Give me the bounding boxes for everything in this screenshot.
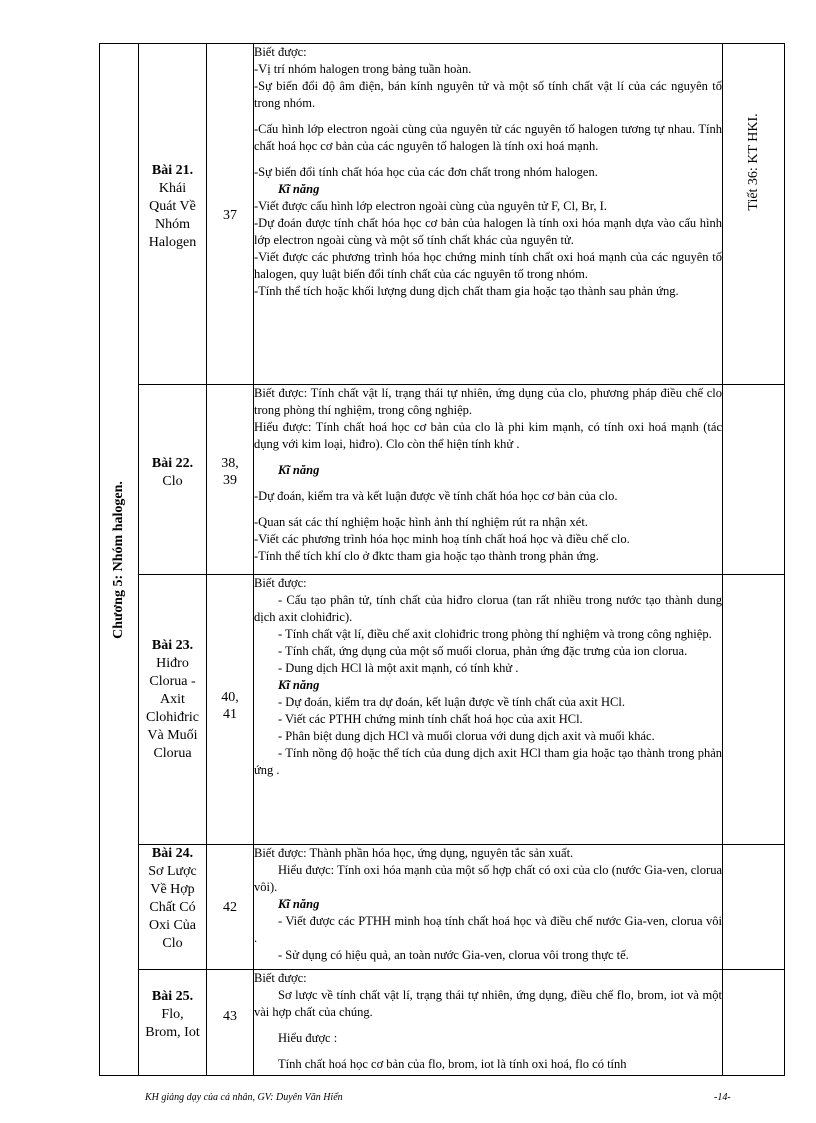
periods-cell (207, 575, 254, 845)
lesson-title-line: Nhóm (155, 217, 190, 232)
content-line: -Quan sát các thí nghiệm hoặc hình ảnh thí nghiệm rút ra nhận xét. (254, 515, 588, 529)
skills-heading: Kĩ năng (278, 182, 320, 196)
content-line: Biết được: (254, 971, 307, 985)
period-number: 39 (223, 473, 237, 488)
content-cell (254, 44, 723, 385)
lesson-cell (139, 970, 207, 1076)
period-number: 43 (223, 1009, 237, 1024)
content-line: Biết được: (254, 576, 307, 590)
note-cell-empty (723, 970, 785, 1076)
period-number: 37 (223, 208, 237, 223)
content-line: - Cấu tạo phân tử, tính chất của hiđro clorua (tan rất nhiều trong nước tạo thành dung dịch axit clohiđric). (254, 593, 722, 624)
content-line: Biết được: Thành phần hóa học, ứng dụng, nguyên tắc sản xuất. (254, 846, 574, 860)
content-line: -Tính thể tích hoặc khối lượng dung dịch chất tham gia hoặc tạo thành sau phản ứng. (254, 284, 679, 298)
content-line: -Viết được các phương trình hóa học chứng minh tính chất oxi hoá mạnh của các nguyên tố halogen, quy luật biến đổi tính chất của các nguyên tố trong nhóm. (254, 250, 722, 281)
table-row (100, 44, 785, 385)
content-line: - Viết các PTHH chứng minh tính chất hoá học của axit HCl. (278, 712, 583, 726)
lesson-title-line: Sơ Lược (148, 864, 197, 879)
lesson-cell (139, 385, 207, 575)
lesson-title-line: Chất Có (149, 900, 196, 915)
periods-cell (207, 970, 254, 1076)
lesson-number: Bài 21. (151, 163, 194, 178)
periods-cell (207, 385, 254, 575)
content-line: - Tính chất vật lí, điều chế axit clohiđric trong phòng thí nghiệm và trong công nghiệp. (278, 627, 712, 641)
lesson-title-line: Clohiđric (146, 710, 199, 725)
table-row (100, 970, 785, 1076)
note-cell-empty (723, 385, 785, 575)
lesson-title-line: Quát Về (149, 199, 196, 214)
lesson-number: Bài 23. (151, 638, 194, 653)
content-line: Biết được: Tính chất vật lí, trạng thái tự nhiên, ứng dụng của clo, phương pháp điều chế clo trong phòng thí nghiệm, trong công nghiệp. (254, 386, 722, 417)
content-line: -Viết được cấu hình lớp electron ngoài cùng của nguyên tử F, Cl, Br, I. (254, 199, 607, 213)
table-row (100, 575, 785, 845)
content-line: - Tính nồng độ hoặc thể tích của dung dịch axit HCl tham gia hoặc tạo thành trong phản ứng . (254, 746, 722, 777)
lesson-title-line: Khái (158, 181, 187, 196)
note-cell (723, 44, 785, 385)
note-cell-empty (723, 845, 785, 970)
lesson-title-line: Clorua (153, 746, 192, 761)
lesson-number: Bài 24. (151, 846, 194, 861)
content-line: -Sự biến đổi độ âm điện, bán kính nguyên tử và một số tính chất vật lí của các nguyên tố trong nhóm. (254, 79, 722, 110)
content-line: Sơ lược về tính chất vật lí, trạng thái tự nhiên, ứng dụng, điều chế flo, brom, iot và một vài hợp chất của chúng. (254, 988, 722, 1019)
chapter-cell (100, 44, 139, 1076)
period-number: 42 (223, 900, 237, 915)
lesson-number: Bài 22. (151, 456, 194, 471)
table-row (100, 845, 785, 970)
lesson-cell (139, 44, 207, 385)
content-line: - Viết được các PTHH minh hoạ tính chất hoá học và điều chế nước Gia-ven, clorua vôi . (254, 914, 722, 945)
lesson-title-line: Clorua - (149, 674, 196, 689)
content-line: Tính chất hoá học cơ bản của flo, brom, iot là tính oxi hoá, flo có tính (278, 1057, 627, 1071)
lesson-title-line: Oxi Của (148, 918, 197, 933)
content-line: -Sự biến đổi tính chất hóa học của các đơn chất trong nhóm halogen. (254, 165, 598, 179)
content-line: Hiểu được: Tính oxi hóa mạnh của một số hợp chất có oxi của clo (nước Gia-ven, clorua vôi). (254, 863, 722, 894)
content-line: - Tính chất, ứng dụng của một số muối clorua, phản ứng đặc trưng của ion clorua. (278, 644, 688, 658)
lesson-title-line: Clo (162, 474, 183, 489)
lesson-title-line: Hiđro (156, 656, 189, 671)
lesson-number: Bài 25. (151, 989, 194, 1004)
content-line: - Dự đoán, kiểm tra dự đoán, kết luận được về tính chất của axit HCl. (278, 695, 625, 709)
lesson-title-line: Halogen (148, 235, 197, 250)
lesson-cell (139, 845, 207, 970)
content-line: Hiểu được: Tính chất hoá học cơ bản của clo là phi kim mạnh, có tính oxi hoá mạnh (tác dụng với kim loại, hiđro). Clo còn thể hiện tính khử . (254, 420, 722, 451)
footer-author: KH giảng dạy của cá nhân, GV: Duyên Văn Hiển (145, 1092, 343, 1103)
lesson-plan-table (99, 43, 785, 1076)
period-number: 40, (221, 690, 239, 705)
period-number: 41 (223, 707, 237, 722)
periods-cell (207, 44, 254, 385)
content-line: -Dự đoán được tính chất hóa học cơ bản của halogen là tính oxi hóa mạnh dựa vào cấu hình lớp electron ngoài cùng và một số tính chất khác của nguyên tử. (254, 216, 722, 247)
content-line: - Dung dịch HCl là một axit mạnh, có tính khử . (278, 661, 519, 675)
note-cell-empty (723, 575, 785, 845)
lesson-title-line: Về Hợp (150, 882, 195, 897)
lesson-title-line: Brom, Iot (145, 1025, 200, 1040)
content-line: - Sử dụng có hiệu quả, an toàn nước Gia-ven, clorua vôi trong thực tế. (278, 948, 629, 962)
skills-heading: Kĩ năng (278, 897, 320, 911)
page-number: -14- (714, 1092, 731, 1103)
lesson-title-line: Và Muối (147, 728, 198, 743)
periods-cell (207, 845, 254, 970)
content-line: -Tính thể tích khí clo ở đktc tham gia hoặc tạo thành trong phản ứng. (254, 549, 599, 563)
lesson-title-line: Flo, (161, 1007, 184, 1022)
content-line: Hiểu được : (278, 1031, 338, 1045)
content-line: - Phân biệt dung dịch HCl và muối clorua với dung dịch axit và muối khác. (278, 729, 655, 743)
content-line: Biết được: (254, 45, 307, 59)
content-line: -Viết các phương trình hóa học minh hoạ tính chất hoá học và điều chế clo. (254, 532, 630, 546)
table-row (100, 385, 785, 575)
content-cell (254, 845, 723, 970)
content-cell (254, 970, 723, 1076)
lesson-cell (139, 575, 207, 845)
content-line: -Dự đoán, kiểm tra và kết luận được về tính chất hóa học cơ bản của clo. (254, 489, 618, 503)
lesson-title-line: Clo (162, 936, 183, 951)
skills-heading: Kĩ năng (278, 463, 320, 477)
period-number: 38, (221, 456, 239, 471)
lesson-title-line: Axit (160, 692, 185, 707)
note-label: Tiết 36: KT HKI. (745, 113, 761, 211)
skills-heading: Kĩ năng (278, 678, 320, 692)
content-cell (254, 575, 723, 845)
content-line: -Vị trí nhóm halogen trong bảng tuần hoàn. (254, 62, 472, 76)
content-cell (254, 385, 723, 575)
chapter-label: Chương 5: Nhóm halogen. (111, 480, 126, 639)
content-line: -Cấu hình lớp electron ngoài cùng của nguyên tử các nguyên tố halogen tương tự nhau. Tính chất hoá học cơ bản của các nguyên tố halogen là tính oxi hoá mạnh. (254, 122, 722, 153)
